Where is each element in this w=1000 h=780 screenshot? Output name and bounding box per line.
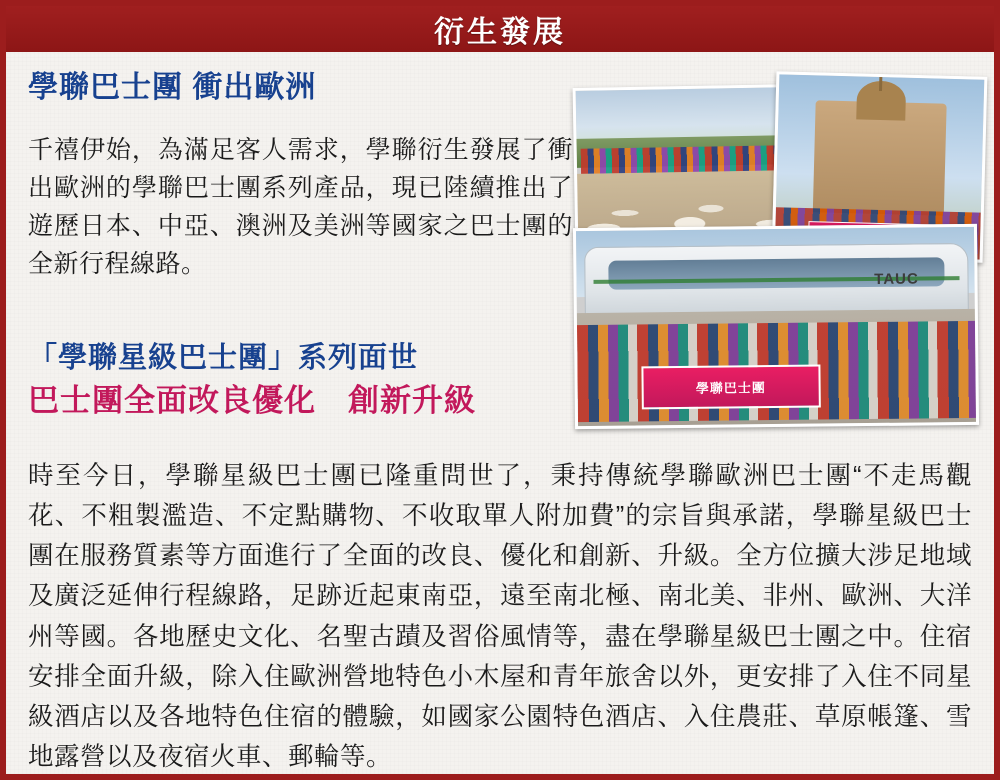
section-two-heading-red: 巴士團全面改良優化 創新升級	[28, 383, 476, 419]
article-content	[6, 52, 994, 774]
photo-group-banner	[641, 365, 821, 410]
bus-operator-label: TAUC	[874, 270, 919, 288]
section-two-heading-blue: 「學聯星級巴士團」系列面世	[28, 342, 419, 374]
photo-collage	[574, 74, 984, 434]
section-two-paragraph: 時至今日，學聯星級巴士團已隆重問世了，秉持傳統學聯歐洲巴士團“不走馬觀花、不粗製濫造、不定點購物、不收取單人附加費”的宗旨與承諾，學聯星級巴士團在服務質素等方面進行了全面的改良、優化和創新、升級。全方位擴大涉足地域及廣泛延伸行程線路，足跡近起東南亞，遠至南北極、南北美、非州、歐洲、大洋州等國。各地歷史文化、名聖古蹟及習俗風情等，盡在學聯星級巴士團之中。住宿安排全面升級，除入住歐洲營地特色小木屋和青年旅舍以外，更安排了入住不同星級酒店以及各地特色住宿的體驗，如國家公園特色酒店、入住農莊、草原帳篷、雪地露營以及夜宿火車、郵輪等。	[28, 461, 972, 772]
section-one	[28, 70, 573, 308]
section-one-heading: 學聯巴士團 衝出歐洲	[28, 71, 317, 104]
section-one-paragraph: 千禧伊始，為滿足客人需求，學聯衍生發展了衝出歐洲的學聯巴士團系列產品，現已陸續推出了遊歷日本、中亞、澳洲及美洲等國家之巴士團的全新行程線路。	[28, 136, 573, 278]
section-two-body	[28, 430, 972, 780]
photo-group-banner-text: 學聯巴士團	[695, 380, 766, 397]
page-banner	[6, 6, 994, 52]
cross-icon	[879, 73, 882, 91]
banner-title: 衍生發展	[434, 16, 566, 49]
tour-bus-group-photo	[573, 224, 979, 429]
section-two-headings	[28, 340, 588, 421]
